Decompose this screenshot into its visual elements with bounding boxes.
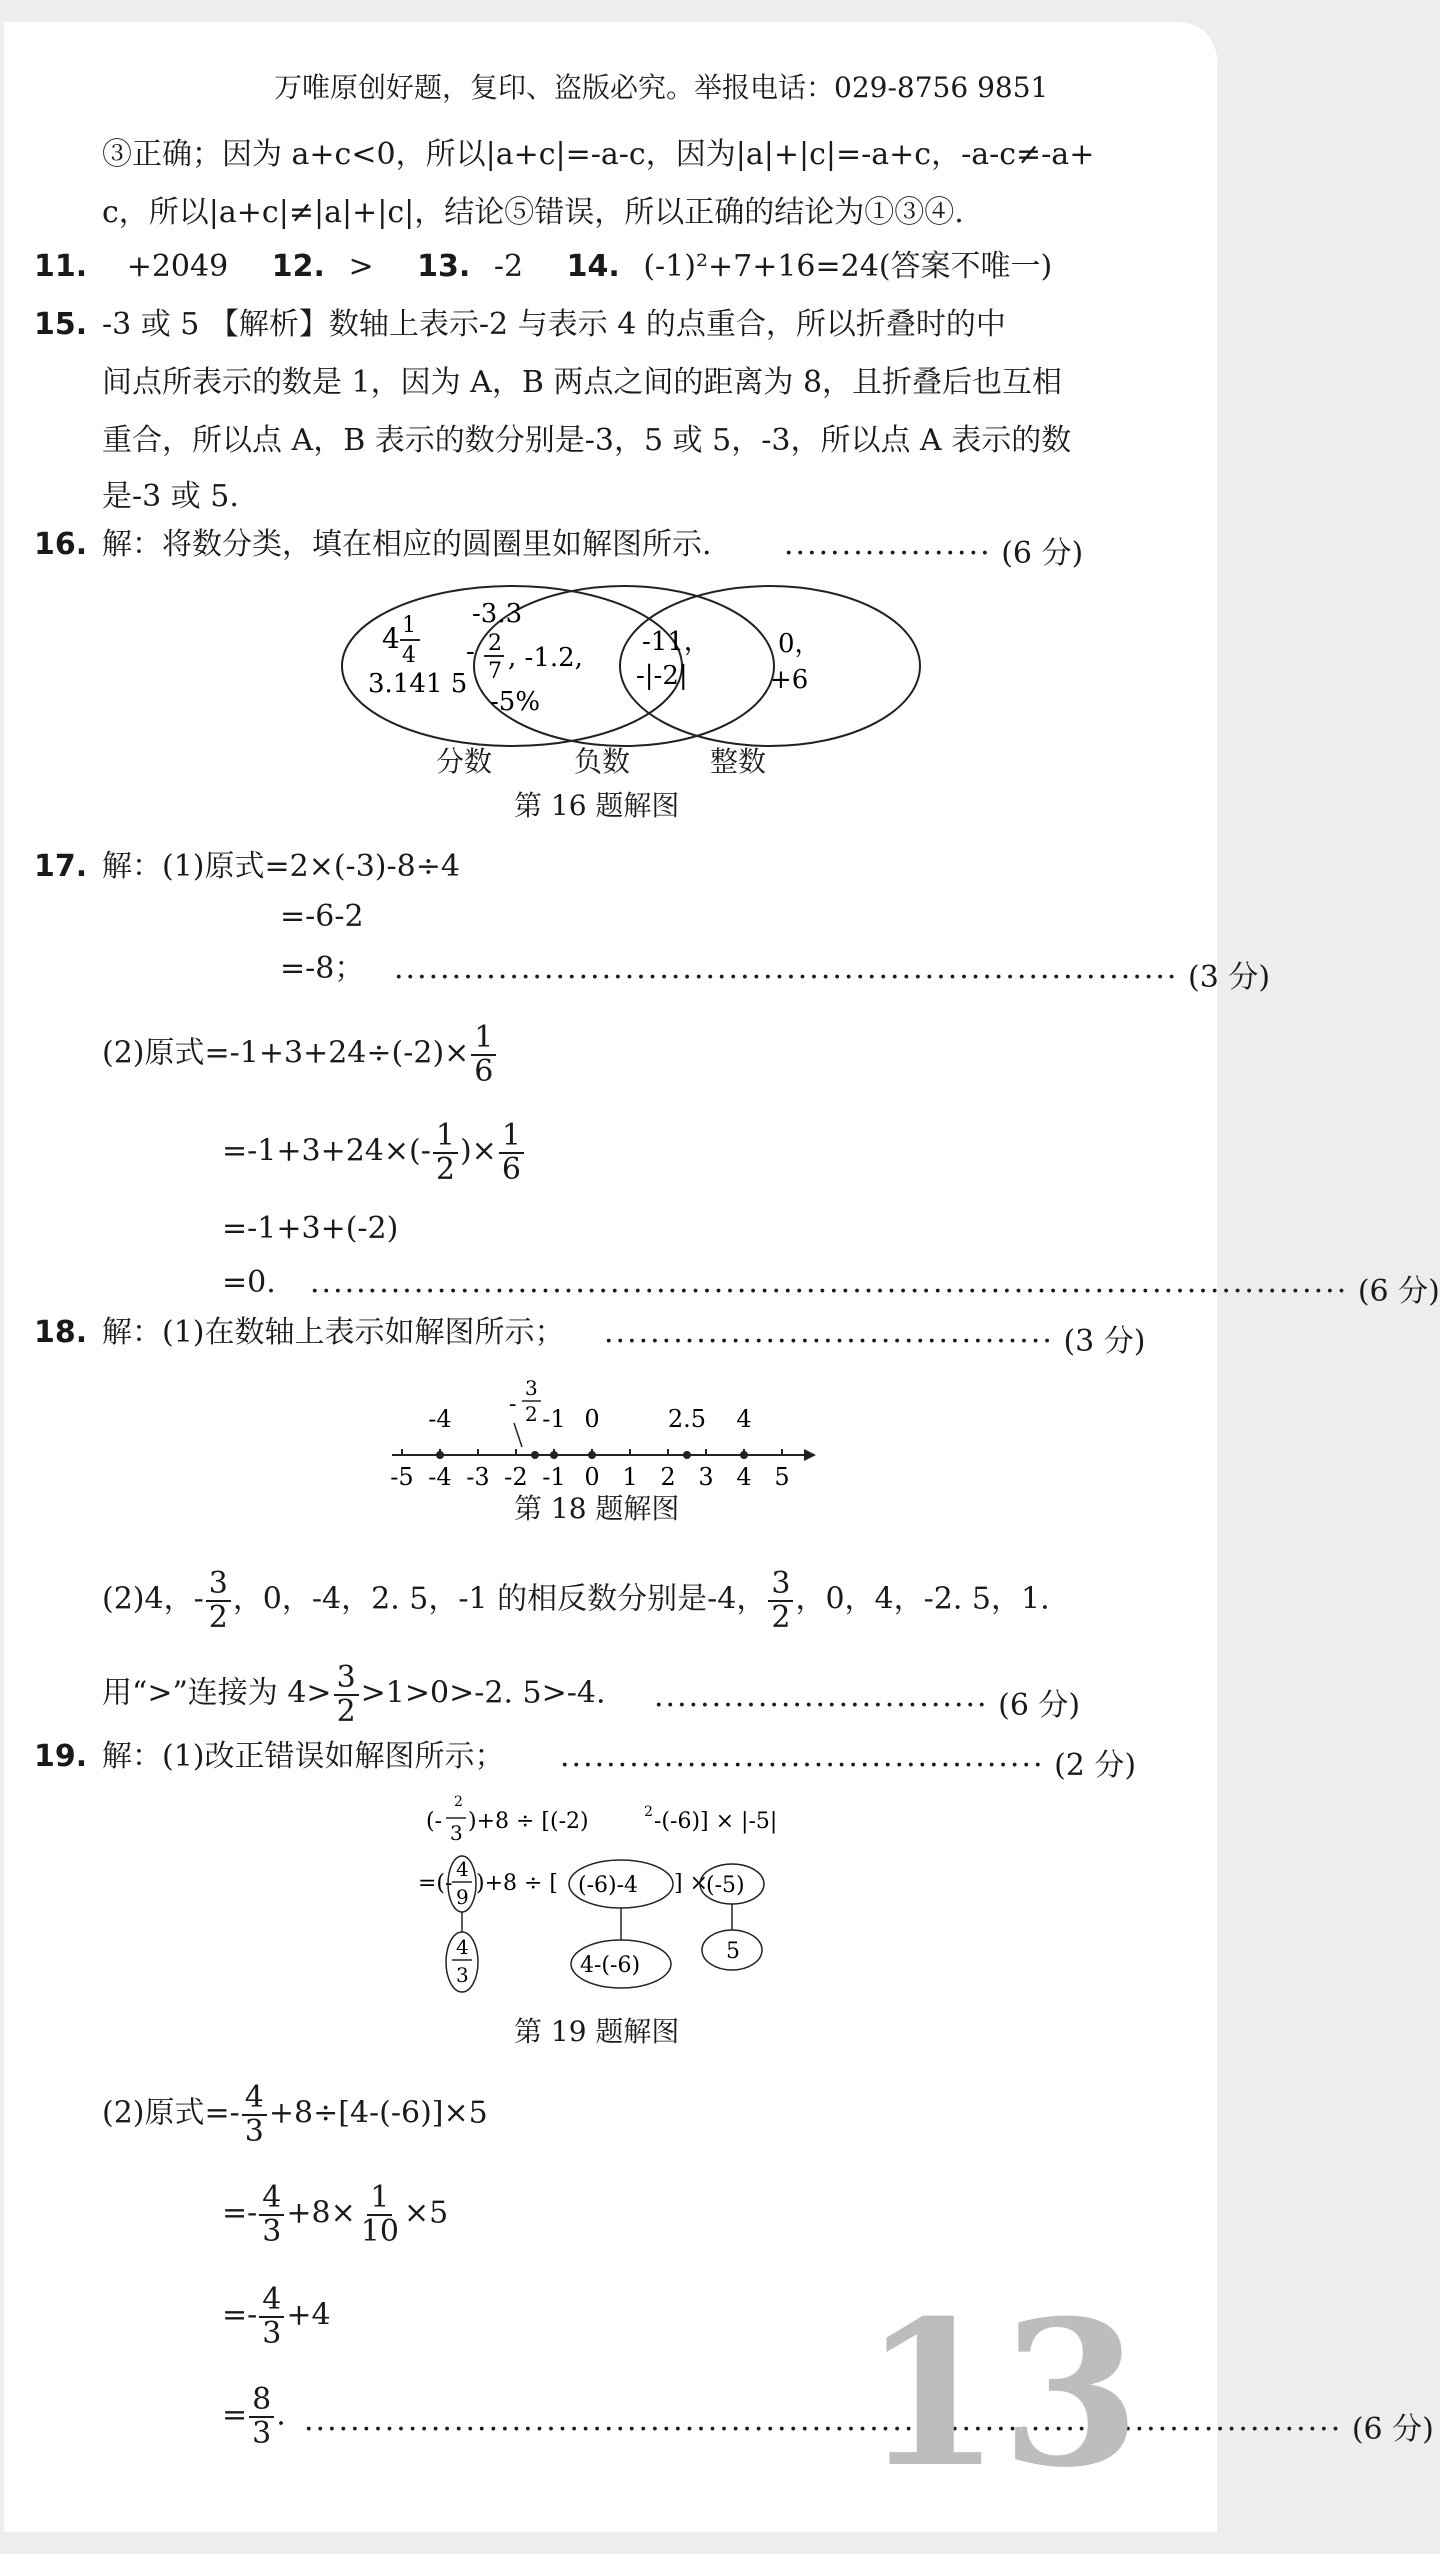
axis-arrow [804, 1449, 816, 1461]
q19-score-1: ·········································· (2 分) [560, 1748, 1137, 1783]
venn-label-integer: 整数 [710, 745, 767, 778]
fig19-b3: 5 [726, 1939, 740, 1964]
q19-score-2: ·························································································· (6 分) [304, 2412, 1434, 2447]
fig19-row2-b: )+8 ÷ [ [476, 1871, 559, 1896]
q19-part2-step-3: =- $\frac{4}{3}$ +4 [222, 2282, 331, 2351]
venn-label-fraction: 分数 [436, 745, 493, 778]
q15-line-1: -3 或 5 【解析】数轴上表示-2 与表示 4 的点重合，所以折叠时的中 [102, 307, 1006, 342]
q19-part2-step-4: = $\frac{8}{3}$ . [222, 2382, 286, 2451]
q17-step-3: =-8； [280, 951, 365, 986]
q15-line-4: 是-3 或 5. [102, 479, 239, 514]
fig19-row2-c: ] × [674, 1871, 709, 1896]
point-label: 0 [584, 1405, 600, 1433]
venn-mid-den: 7 [488, 659, 502, 684]
point-marker [740, 1451, 748, 1459]
fig19-c1-num: 4 [456, 1857, 469, 1881]
q17-part2: (2)原式=-1+3+24÷(-2)× $\frac{1}{6}$ [102, 1022, 498, 1087]
fig19-row1-c: -(-6)] × |-5| [654, 1809, 778, 1834]
q18-step-1: 解：(1)在数轴上表示如解图所示； [102, 1315, 565, 1350]
tick-label: -3 [466, 1463, 490, 1491]
number-line-18 [386, 1367, 846, 1497]
q17-part2-step-4: =0. [222, 1265, 276, 1300]
q16-number: 16. [34, 527, 88, 562]
venn-left-num: 1 [402, 613, 416, 638]
q17-part2-step-3: =-1+3+(-2) [222, 1211, 399, 1246]
q19-part2-step: =- $\frac{4}{3}$ +8× $\frac{1}{10}$ ×5 [222, 2180, 449, 2249]
q15-line-3: 重合，所以点 A，B 表示的数分别是-3，5 或 5，-3，所以点 A 表示的数 [102, 423, 1072, 458]
fig19-b2: 4-(-6) [580, 1953, 641, 1978]
venn-left-den: 4 [402, 643, 416, 668]
venn-label-negative: 负数 [574, 745, 631, 778]
fig19-row1-sup2: 2 [644, 1804, 653, 1820]
q15-number: 15. [34, 307, 88, 342]
q17-step-2: =-6-2 [280, 899, 364, 934]
q12-answer: > [348, 249, 374, 284]
q17-part2-step: =-1+3+24×(- $\frac{1}{2}$ )× $\frac{1}{6}$ [222, 1120, 526, 1185]
tick-label: 5 [774, 1463, 790, 1491]
venn-mid-2: , -1.2, [508, 643, 583, 673]
tick-label: 2 [660, 1463, 676, 1491]
point-marker [436, 1451, 444, 1459]
q11-answer: +2049 [126, 249, 229, 284]
fig19-row1-b: )+8 ÷ [(-2) [468, 1809, 589, 1834]
fig19-row1-open: (- [426, 1809, 443, 1834]
answer-page [4, 22, 1440, 2532]
point-label: 4 [736, 1405, 752, 1433]
q17-score-2: ·························································································· (6 分) [310, 1274, 1440, 1309]
q10-continuation-1: ③正确；因为 a+c<0，所以|a+c|=-a-c，因为|a|+|c|=-a+c，-a-c≠-a+ [102, 137, 1095, 172]
venn-left-whole: 4 [382, 622, 400, 655]
venn-right-2: +6 [770, 665, 809, 695]
q13-answer: -2 [493, 249, 524, 284]
tick-label: 4 [736, 1463, 752, 1491]
venn-left-pi: 3.141 5 [368, 669, 468, 699]
fig19-c2: (-6)-4 [578, 1873, 639, 1898]
q10-continuation-2: c，所以|a+c|≠|a|+|c|，结论⑤错误，所以正确的结论为①③④. [102, 195, 964, 230]
q17-score-1: ···································································· (3 分) [394, 960, 1271, 995]
q14-number: 14. [566, 249, 620, 284]
venn-mid-1: -3.3 [472, 599, 523, 629]
fig19-c1-den: 9 [456, 1885, 469, 1909]
tick-label: -5 [390, 1463, 414, 1491]
q19-part2: (2)原式=- $\frac{4}{3}$ +8÷[4-(-6)]×5 [102, 2080, 488, 2149]
venn-right-mid-2: -|-2| [636, 661, 688, 691]
fig19-c3: (-5) [706, 1873, 745, 1898]
tick-label: -4 [428, 1463, 452, 1491]
tick-label: 1 [622, 1463, 638, 1491]
fig19-b1-num: 4 [456, 1935, 469, 1959]
answers-11-14 [34, 249, 1053, 284]
q18-score-1: ······································· (3 分) [604, 1324, 1146, 1359]
q19-number: 19. [34, 1739, 88, 1774]
frac-numerator: 3 [525, 1376, 538, 1400]
venn-right-mid-1: -11， [642, 627, 710, 657]
fig19-row1-sup: 2 [454, 1794, 463, 1810]
point-marker [531, 1451, 539, 1459]
venn-mid-minus: - [466, 637, 475, 667]
fig19-row1-den: 3 [450, 1821, 463, 1845]
header-watermark: 万唯原创好题，复印、盗版必究。举报电话：029-8756 9851 [274, 71, 1049, 104]
q11-number: 11. [34, 249, 88, 284]
point-marker [550, 1451, 558, 1459]
q17-step-1: 解：(1)原式=2×(-3)-8÷4 [102, 849, 460, 884]
fig19-row2-a: =(- [418, 1871, 453, 1896]
point-label: 2.5 [667, 1405, 707, 1433]
point-marker [588, 1451, 596, 1459]
tick-label: 0 [584, 1463, 600, 1491]
venn-right-1: 0， [778, 629, 821, 659]
q14-answer: (-1)²+7+16=24(答案不唯一) [643, 249, 1053, 284]
tick-label: -1 [542, 1463, 566, 1491]
q18-number: 18. [34, 1315, 88, 1350]
tick-label: -2 [504, 1463, 528, 1491]
frac-minus: - [509, 1392, 517, 1417]
q15-line-2: 间点所表示的数是 1，因为 A，B 两点之间的距离为 8，且折叠后也互相 [102, 365, 1063, 400]
q17-number: 17. [34, 849, 88, 884]
venn-mid-3: -5% [490, 687, 541, 717]
point-label: -1 [542, 1405, 566, 1433]
number-line-caption: 第 18 题解图 [514, 1492, 680, 1525]
point-label: -4 [428, 1405, 452, 1433]
tick-label: 3 [698, 1463, 714, 1491]
venn-caption: 第 16 题解图 [514, 789, 680, 822]
q19-step-1: 解：(1)改正错误如解图所示； [102, 1739, 505, 1774]
q18-part2-order: 用“>”连接为 4> $\frac{3}{2}$ >1>0>-2. 5>-4. [102, 1660, 606, 1729]
q12-number: 12. [271, 249, 325, 284]
frac-denominator: 2 [525, 1402, 538, 1426]
page-number: 13 [862, 2277, 1141, 2512]
figure-19-caption: 第 19 题解图 [514, 2015, 680, 2048]
q16-text: 解：将数分类，填在相应的圆圈里如解图所示. [102, 527, 712, 562]
q16-score: ·················· (6 分) [784, 536, 1084, 571]
venn-mid-num: 2 [488, 631, 502, 656]
pointer-arrow [514, 1423, 522, 1447]
fig19-b1-den: 3 [456, 1963, 469, 1987]
point-marker [683, 1451, 691, 1459]
q13-number: 13. [417, 249, 471, 284]
q18-score-2: ····························· (6 分) [654, 1688, 1081, 1723]
q18-part2: (2)4，- $\frac{3}{2}$ ，0，-4，2. 5，-1 的相反数分别是-4， $\frac{3}{2}$ ，0，4，-2. 5，1. [102, 1566, 1050, 1635]
correction-figure-19 [414, 1790, 834, 2020]
